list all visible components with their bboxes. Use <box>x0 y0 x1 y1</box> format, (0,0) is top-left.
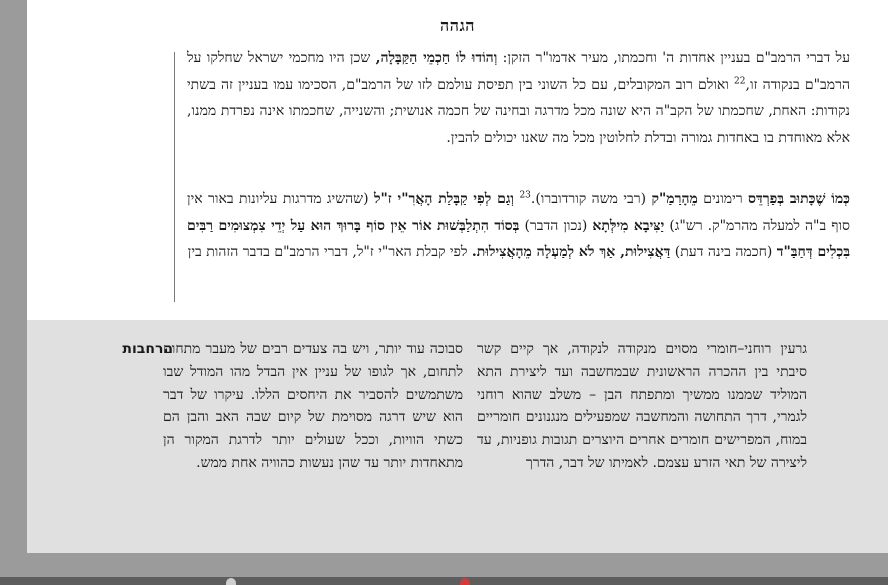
footnote-marker[interactable]: 22 <box>734 75 746 86</box>
section-heading: הגהה <box>440 16 475 35</box>
paragraph-text: שכן היו מחכמי ישראל שחלקו על הרמב"ם בנקודה זו, <box>187 50 851 93</box>
footnote-marker[interactable]: 23 <box>519 190 531 201</box>
bold-quote: מֵהָרַמַ"ק <box>651 191 698 207</box>
margin-rule <box>174 52 175 302</box>
paragraph-text: (רבי משה קורדוברו). <box>530 191 647 207</box>
paragraph-text: (שהשיג מדרגות עליונות באור אין סוף ב"ה למעלה מהרמ"ק. רש"ג) <box>187 191 851 234</box>
document-page <box>27 0 888 553</box>
paragraph-text: (חכמה בינה דעת) <box>674 244 773 260</box>
commentary-paragraph-1 <box>187 45 850 151</box>
bold-quote: דַּאֲצִילוּת, אַךְ לֹא לְמַעְלָה מֵהָאֲצִילוּת. <box>471 244 671 260</box>
commentary-paragraph-2 <box>187 186 850 266</box>
bold-quote: יַצִּיבָא מִילְּתָא <box>592 217 665 234</box>
bold-quote: בְּסוֹד הִתְלַבְּשׁוּת אוֹר אֵין סוֹף בָּרוּךְ הוּא עַל יְדֵי צִמְצוּמִים רַבִּים בִּכְלִים דְּחַבַּ"ד <box>187 217 850 260</box>
expansion-column-right: גרעין רוחני–חומרי מסוים מנקודה לנקודה, אך קיים קשר סיבתי בין ההכרה הראשונית שבמחשבה ועד ליצירת התא המוליד שממנו ממשיך ומתפתח הבן – משלב שהוא רוחני לגמרי, דרך התחושה והמחשבה שמפעילים מנגנונים חומריים במוח, המפרישים חומרים אחרים היוצרים תגובות גופניות, עד ליצירה של תאי הזרע עצמם. לאמיתו של דבר, הדרך <box>477 341 807 471</box>
taskbar <box>0 577 888 585</box>
expansion-column-left: סבוכה עוד יותר, ויש בה צעדים רבים של מעבר מתחום לתחום, אך לגופו של עניין אין הבדל מהו המודל שבו משתמשים להסביר את היחסים הללו. עיקרו של דבר הוא שיש דרגה מסוימת של קיום שבה האב והבן הם כשתי הוויות, וככל שעולים יותר לדרגת המקור הן מתאחדות יותר עד שהן נעשות כהוויה אחת ממש. <box>163 341 463 471</box>
taskbar-app-icon[interactable] <box>460 578 470 585</box>
commentary-section <box>27 0 888 320</box>
bold-quote: וְהוֹדוּ לוֹ חַכְמֵי הַקַּבָּלָה, <box>375 50 498 66</box>
paragraph-text: (נכון הדבר) <box>524 217 588 234</box>
expansion-label: הרחבות <box>122 341 173 357</box>
bold-quote: כְּמוֹ שֶׁכָּתוּב בְּפַרְדֵּס <box>748 191 850 207</box>
paragraph-text: ואולם רוב המקובלים, עם כל השוני בין תפיסת עולמם לזו של הרמב"ם, הסכימו עמו בעניין זה בשתי נקודות: האחת, שחכמתו של הקב"ה היא שונה מכל מדרגה ובחינה של חכמה אנושית; והשנייה, שחכמתו אינה נפרדת ממנו, אלא מאוחדת בו באחדות גמורה ובדלת לחלוטין מכל מה שאנו יכולים להבין. <box>187 76 850 146</box>
taskbar-app-icon[interactable] <box>226 578 236 585</box>
expansion-box <box>27 320 888 553</box>
paragraph-text: על דברי הרמב"ם בעניין אחדות ה' וחכמתו, מעיר אדמו"ר הזקן: <box>502 50 850 66</box>
paragraph-text: לפי קבלת האר"י ז"ל, דברי הרמב"ם בדבר הזהות בין <box>187 244 468 260</box>
paragraph-text: רימונים <box>703 191 743 207</box>
bold-quote: וְגַם לְפִי קַבָּלַת הָאֲרִ"י ז"ל <box>373 191 515 207</box>
